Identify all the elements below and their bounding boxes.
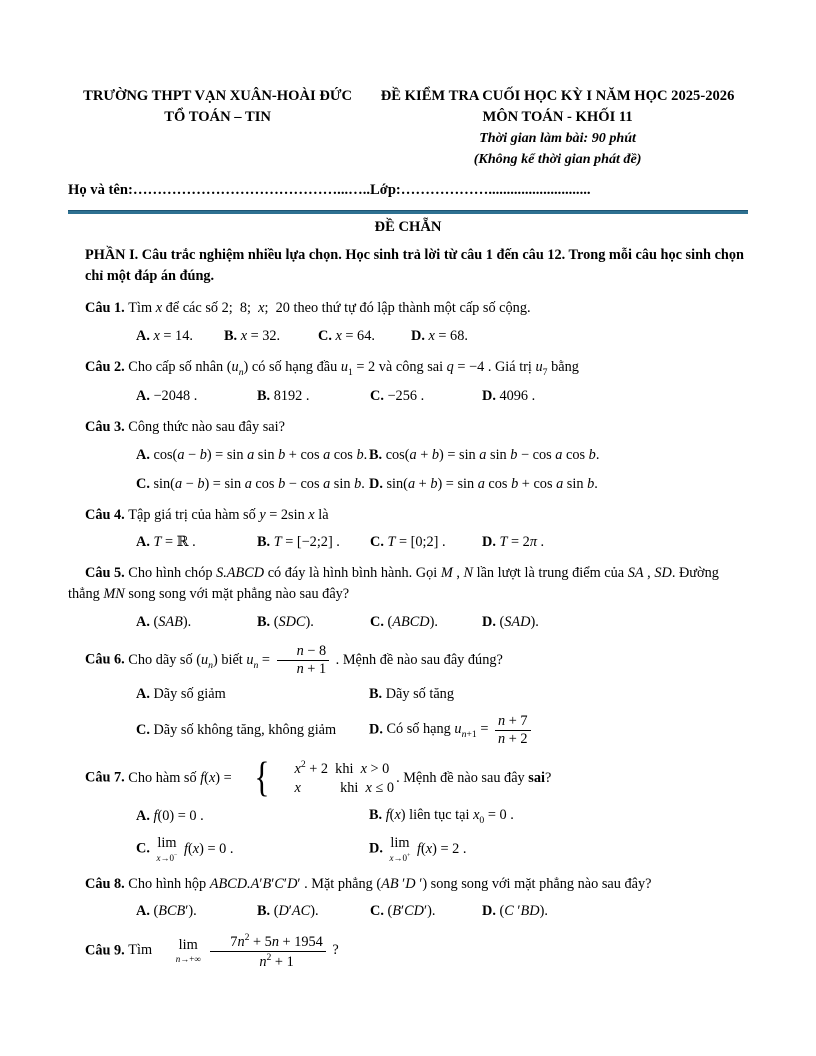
option-text: x = 32. xyxy=(240,327,281,344)
question xyxy=(68,298,748,345)
option-text: (ABCD). xyxy=(387,613,438,630)
option-a xyxy=(136,532,257,552)
question xyxy=(68,754,748,863)
question xyxy=(68,643,748,747)
option-label: C. xyxy=(370,613,388,630)
question xyxy=(68,874,748,921)
option-b xyxy=(257,532,370,552)
option-b xyxy=(257,386,370,406)
question xyxy=(68,505,748,552)
option-label: B. xyxy=(257,534,274,551)
question xyxy=(68,932,748,970)
options xyxy=(68,532,748,552)
option-text: T = 2π . xyxy=(499,534,545,551)
option-d xyxy=(482,901,748,921)
option-label: B. xyxy=(257,613,274,630)
option-label: A. xyxy=(136,613,154,630)
option-text: 8192 . xyxy=(273,388,310,405)
option-label: D. xyxy=(369,475,387,492)
options xyxy=(68,901,748,921)
question-text: Cho hình chóp S.ABCD có đáy là hình bình hành. Gọi M , N lần lượt là trung điểm của SA , SD. Đường thẳng MN song song với mặt phẳng nào sau đây? xyxy=(68,565,719,603)
question-text: Tìm x để các số 2; 8; x; 20 theo thứ tự đó lập thành một cấp số cộng. xyxy=(128,300,531,317)
option-label: C. xyxy=(136,840,154,857)
option-label: D. xyxy=(369,840,387,857)
option-label: B. xyxy=(369,806,386,823)
option-text: f(x) liên tục tại $x_0 = 0$ . xyxy=(385,806,514,826)
option-label: B. xyxy=(369,685,386,702)
option-d xyxy=(369,474,748,494)
option-c xyxy=(370,901,482,921)
question-label: Câu 7. xyxy=(85,769,129,786)
option-text: x = 14. xyxy=(153,327,193,344)
option-label: D. xyxy=(369,721,387,738)
option-b xyxy=(224,326,318,346)
question-label: Câu 3. xyxy=(85,419,129,436)
questions-list xyxy=(68,298,748,970)
option-text: (SAD). xyxy=(499,613,539,630)
option-text: (C ′BD). xyxy=(499,902,548,919)
question-label: Câu 1. xyxy=(85,300,129,317)
divider-rule xyxy=(68,210,748,214)
option-label: B. xyxy=(224,327,241,344)
option-text: 4096 . xyxy=(499,388,536,405)
question-text: Tập giá trị của hàm số y = 2sin x là xyxy=(128,506,329,523)
options xyxy=(68,386,748,406)
question xyxy=(68,563,748,632)
question xyxy=(68,357,748,406)
question-label: Câu 4. xyxy=(85,506,129,523)
option-c xyxy=(136,720,369,740)
option-label: C. xyxy=(136,722,154,739)
option-text: Dãy số tăng xyxy=(385,685,454,702)
option-text: (B′CD′). xyxy=(387,902,436,919)
exam-duration: Thời gian làm bài: 90 phút xyxy=(479,130,636,147)
question-text: Tìm lim n→+∞ $\frac{7n^2 + 5n + 1954}{n^2 + 1}$ ? xyxy=(128,931,339,970)
option-c xyxy=(370,612,482,632)
question-text: Cho dãy số $(u_n)$ biết $u_n$ = $\frac{n - 8}{n + 1}$ . Mệnh đề nào sau đây đúng? xyxy=(128,642,503,677)
option-d xyxy=(482,386,748,406)
options xyxy=(68,805,748,863)
option-text: −2048 . xyxy=(153,388,198,405)
options xyxy=(68,684,748,748)
option-d xyxy=(369,836,748,862)
option-d xyxy=(369,713,748,748)
question-label: Câu 9. xyxy=(85,942,129,959)
option-label: D. xyxy=(482,534,500,551)
part1-heading: PHẦN I. Câu trắc nghiệm nhiều lựa chọn. Học sinh trả lời từ câu 1 đến câu 12. Trong mỗi câu học sinh chọn chỉ một đáp án đúng. xyxy=(85,246,744,285)
question xyxy=(68,417,748,493)
option-c xyxy=(136,836,369,862)
option-label: A. xyxy=(136,902,154,919)
exam-title-block xyxy=(367,86,748,171)
option-label: C. xyxy=(136,475,154,492)
option-b xyxy=(369,445,748,465)
question-label: Câu 5. xyxy=(85,565,129,582)
question-label: Câu 6. xyxy=(85,651,129,668)
question-text: Công thức nào sau đây sai? xyxy=(128,419,285,436)
exam-subject: MÔN TOÁN - KHỐI 11 xyxy=(482,109,633,126)
option-c xyxy=(136,474,369,494)
question-text: Cho cấp số nhân $(u_n)$ có số hạng đầu $u_1 = 2$ và công sai q = −4 . Giá trị $u_7$ bằng xyxy=(128,358,579,378)
option-label: C. xyxy=(370,388,388,405)
option-label: B. xyxy=(257,388,274,405)
student-name-line: Họ và tên:……………………………………...…..Lớp:………………............................ xyxy=(68,181,591,198)
question-label: Câu 2. xyxy=(85,358,129,375)
option-label: B. xyxy=(369,446,386,463)
option-text: sin(a + b) = sin a cos b + cos a sin b. xyxy=(386,475,598,492)
option-a xyxy=(136,901,257,921)
department-name: TỔ TOÁN – TIN xyxy=(164,109,271,126)
option-label: B. xyxy=(257,902,274,919)
option-label: D. xyxy=(482,613,500,630)
option-label: D. xyxy=(411,327,429,344)
option-c xyxy=(318,326,411,346)
question-text: Cho hàm số f(x) = { $x^2 + 2$ khi x > 0 x khi x ≤ 0 . Mệnh đề nào sau đây sai? xyxy=(128,754,552,801)
option-label: A. xyxy=(136,327,154,344)
option-text: lim x→0+ f(x) = 2 . xyxy=(389,835,467,863)
exam-note: (Không kể thời gian phát đề) xyxy=(473,151,642,168)
option-text: T = [−2;2] . xyxy=(273,534,340,551)
exam-header xyxy=(68,86,748,171)
option-text: Dãy số giảm xyxy=(153,685,226,702)
option-text: (BCB′). xyxy=(153,902,197,919)
option-text: −256 . xyxy=(387,388,425,405)
option-text: f(0) = 0 . xyxy=(153,807,204,824)
option-label: C. xyxy=(370,902,388,919)
option-a xyxy=(136,806,369,826)
option-text: cos(a − b) = sin a sin b + cos a cos b. xyxy=(153,446,368,463)
school-name: TRƯỜNG THPT VẠN XUÂN-HOÀI ĐỨC xyxy=(83,88,353,104)
option-a xyxy=(136,386,257,406)
option-text: Có số hạng $u_{n+1}$ = $\frac{n + 7}{n + 2}$ xyxy=(386,721,533,737)
question-label: Câu 8. xyxy=(85,875,129,892)
option-text: cos(a + b) = sin a sin b − cos a cos b. xyxy=(385,446,600,463)
option-text: (SDC). xyxy=(273,613,314,630)
option-label: C. xyxy=(370,534,388,551)
option-b xyxy=(369,805,748,827)
options xyxy=(68,612,748,632)
option-d xyxy=(482,532,748,552)
option-b xyxy=(257,612,370,632)
exam-title: ĐỀ KIỂM TRA CUỐI HỌC KỲ I NĂM HỌC 2025-2026 xyxy=(380,88,735,104)
option-d xyxy=(482,612,748,632)
option-text: x = 68. xyxy=(428,327,468,344)
option-text: sin(a − b) = sin a cos b − cos a sin b. xyxy=(153,475,365,492)
option-text: Dãy số không tăng, không giảm xyxy=(153,722,337,739)
option-c xyxy=(370,532,482,552)
option-c xyxy=(370,386,482,406)
option-b xyxy=(257,901,370,921)
option-label: A. xyxy=(136,446,154,463)
option-a xyxy=(136,684,369,704)
option-text: (SAB). xyxy=(153,613,192,630)
option-d xyxy=(411,326,748,346)
option-text: T = ℝ . xyxy=(153,534,196,551)
option-text: (D′AC). xyxy=(273,902,319,919)
option-label: C. xyxy=(318,327,336,344)
option-a xyxy=(136,326,224,346)
options xyxy=(68,445,748,494)
option-label: D. xyxy=(482,902,500,919)
option-label: A. xyxy=(136,685,154,702)
option-label: D. xyxy=(482,388,500,405)
option-text: T = [0;2] . xyxy=(387,534,446,551)
option-label: A. xyxy=(136,807,154,824)
option-text: lim x→0− f(x) = 0 . xyxy=(156,835,234,863)
exam-code: ĐỀ CHẴN xyxy=(374,218,442,235)
option-label: A. xyxy=(136,534,154,551)
option-label: A. xyxy=(136,388,154,405)
option-b xyxy=(369,684,748,704)
options xyxy=(68,326,748,346)
option-text: x = 64. xyxy=(335,327,375,344)
option-a xyxy=(136,445,369,465)
school-block xyxy=(68,86,367,171)
option-a xyxy=(136,612,257,632)
question-text: Cho hình hộp ABCD.A′B′C′D′ . Mặt phẳng (AB ′D ′) song song với mặt phẳng nào sau đây? xyxy=(128,875,652,892)
